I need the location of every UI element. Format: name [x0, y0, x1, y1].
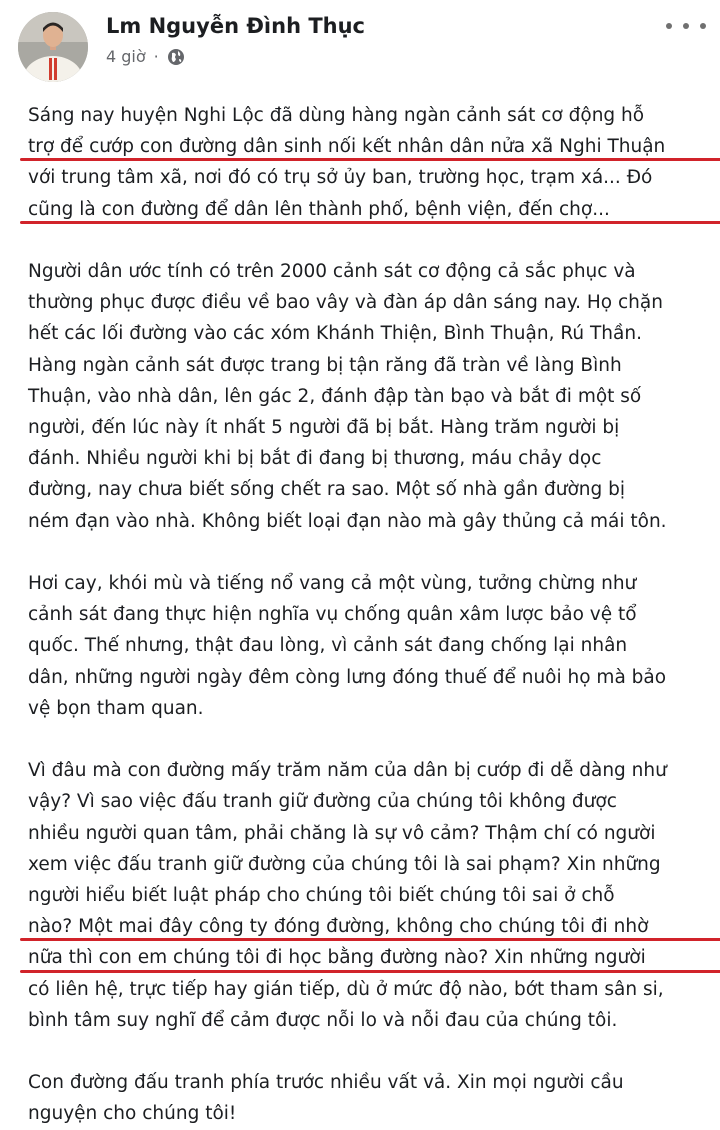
text-line: với trung tâm xã, nơi đó có trụ sở ủy ban, trường học, trạm xá... Đó [28, 167, 653, 189]
text-line: Sáng nay huyện Nghi Lộc đã dùng hàng ngàn cảnh sát cơ động hỗ [28, 105, 645, 126]
text-line: nguyện cho chúng tôi! [28, 1103, 237, 1125]
text-line: quốc. Thế nhưng, thật đau lòng, vì cảnh sát đang chống lại nhân [28, 635, 628, 657]
text-line: Con đường đấu tranh phía trước nhiều vất vả. Xin mọi người cầu [28, 1072, 624, 1094]
post-time[interactable]: 4 giờ [106, 47, 146, 66]
paragraph-gap [28, 537, 718, 568]
priest-portrait-image [18, 12, 88, 82]
text-line: đường, nay chưa biết sống chết ra sao. Một số nhà gần đường bị [28, 479, 626, 501]
paragraph-1 [28, 100, 718, 225]
text-line: Hàng ngàn cảnh sát được trang bị tận răng đã tràn về làng Bình [28, 354, 622, 376]
author-name[interactable]: Lm Nguyễn Đình Thục [106, 14, 366, 38]
paragraph-gap [28, 225, 718, 256]
text-line: Vì đâu mà con đường mấy trăm năm của dân bị cướp đi dễ dàng như [28, 760, 667, 782]
text-line: vệ bọn tham quan. [28, 697, 204, 719]
paragraph-4 [28, 755, 718, 1036]
text-line: Hơi cay, khói mù và tiếng nổ vang cả một vùng, tưởng chừng như [28, 573, 637, 595]
text-line: nhiều người quan tâm, phải chăng là sự vô cảm? Thậm chí có người [28, 822, 656, 844]
text-line: thường phục được điều về bao vây và đàn áp dân sáng nay. Họ chặn [28, 292, 663, 314]
text-line: có liên hệ, trực tiếp hay gián tiếp, dù ở mức độ nào, bớt tham sân si, [28, 978, 664, 1000]
paragraph-5 [28, 1067, 718, 1129]
post-meta [106, 47, 185, 66]
avatar[interactable] [18, 12, 88, 82]
text-line: Người dân ước tính có trên 2000 cảnh sát cơ động cả sắc phục và [28, 261, 636, 282]
text-line: người, đến lúc này ít nhất 5 người đã bị bắt. Hàng trăm người bị [28, 417, 620, 439]
text-line: dân, những người ngày đêm còng lưng đóng thuế để nuôi họ mà bảo [28, 666, 667, 688]
text-line: Thuận, vào nhà dân, lên gác 2, đánh đập tàn bạo và bắt đi một số [28, 385, 642, 407]
paragraph-2 [28, 256, 718, 537]
text-line-underlined: trợ để cướp con đường dân sinh nối kết nhân dân nửa xã Nghi Thuận [28, 131, 718, 162]
text-line: xem việc đấu tranh giữ đường của chúng tôi là sai phạm? Xin những [28, 853, 661, 875]
text-line-underlined: nữa thì con em chúng tôi đi học bằng đường nào? Xin những người [28, 942, 718, 973]
paragraph-gap [28, 724, 718, 755]
paragraph-3 [28, 568, 718, 724]
text-line: người hiểu biết luật pháp cho chúng tôi biết chúng tôi sai ở chỗ [28, 885, 615, 907]
post-body [28, 100, 718, 1130]
text-line: ném đạn vào nhà. Không biết loại đạn nào mà gây thủng cả mái tôn. [28, 510, 667, 532]
more-options-icon[interactable] [666, 14, 706, 38]
text-line-underlined: nào? Một mai đây công ty đóng đường, không cho chúng tôi đi nhờ [28, 911, 718, 942]
text-line-underlined: cũng là con đường để dân lên thành phố, bệnh viện, đến chợ... [28, 194, 718, 225]
paragraph-gap [28, 1036, 718, 1067]
post-header [0, 0, 720, 90]
text-line: vậy? Vì sao việc đấu tranh giữ đường của chúng tôi không được [28, 791, 617, 813]
text-line: hết các lối đường vào các xóm Khánh Thiện, Bình Thuận, Rú Thần. [28, 323, 642, 345]
globe-icon [167, 48, 185, 66]
text-line: cảnh sát đang thực hiện nghĩa vụ chống quân xâm lược bảo vệ tổ [28, 604, 637, 626]
text-line: bình tâm suy nghĩ để cảm được nỗi lo và nỗi đau của chúng tôi. [28, 1009, 618, 1031]
text-line: đánh. Nhiều người khi bị bắt đi đang bị thương, máu chảy dọc [28, 448, 602, 470]
separator-dot: · [153, 47, 159, 66]
